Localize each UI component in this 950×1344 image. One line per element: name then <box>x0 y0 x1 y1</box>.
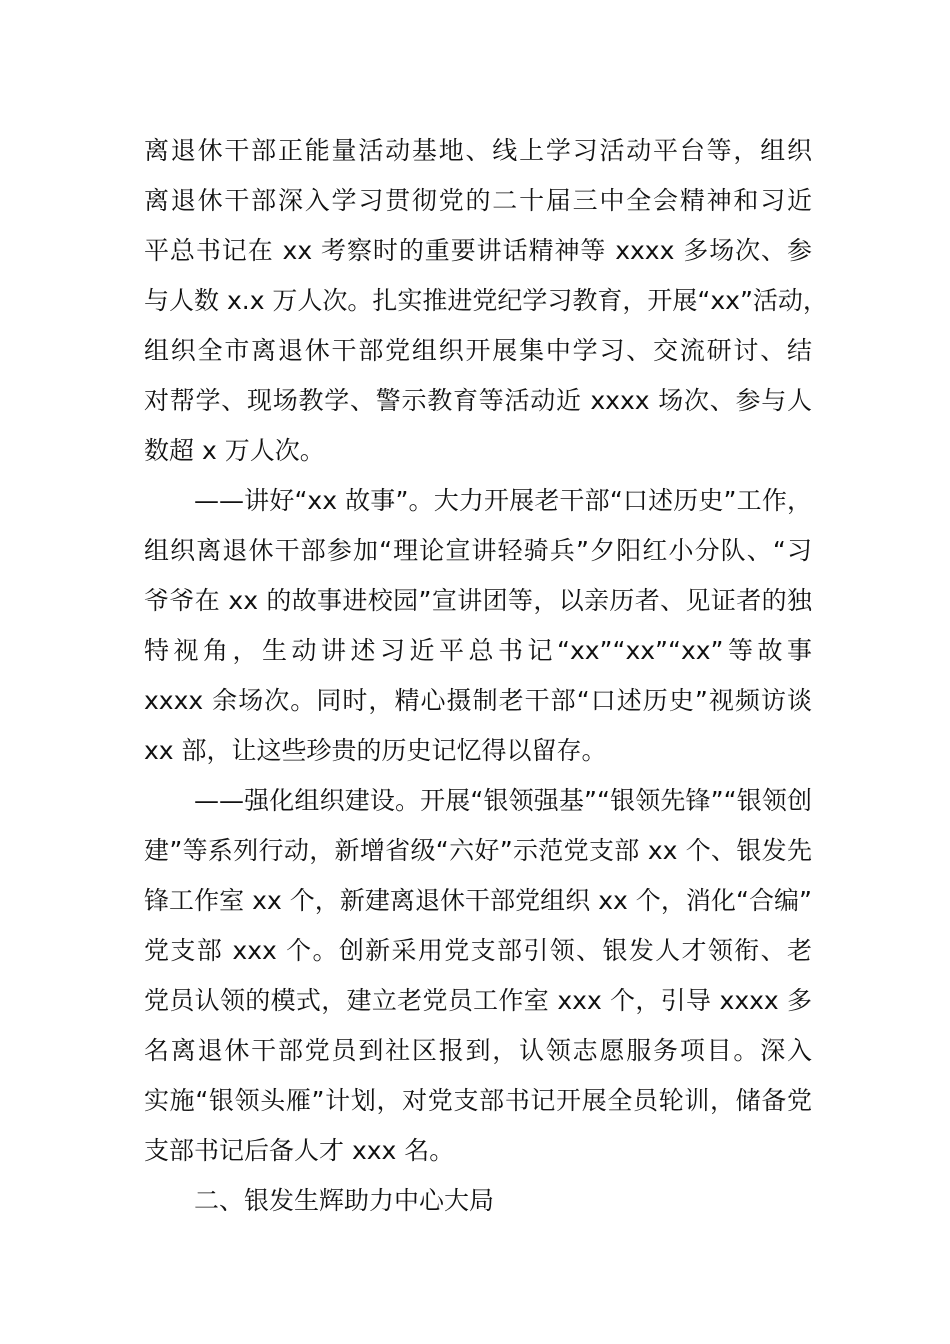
paragraph-line: xx 部，让这些珍贵的历史记忆得以留存。 <box>144 736 607 765</box>
paragraph-line: 组织全市离退休干部党组织开展集中学习、交流研讨、结 <box>144 336 812 365</box>
paragraph-line: 实施“银领头雁”计划，对党支部书记开展全员轮训，储备党 <box>144 1086 812 1115</box>
paragraph-line: ——讲好“xx 故事”。大力开展老干部“口述历史”工作， <box>194 486 812 515</box>
paragraph-line: xxxx 余场次。同时，精心摄制老干部“口述历史”视频访谈 <box>144 686 812 715</box>
paragraph-line: 党支部 xxx 个。创新采用党支部引领、银发人才领衔、老 <box>144 936 812 965</box>
paragraph-line: 名离退休干部党员到社区报到，认领志愿服务项目。深入 <box>144 1036 812 1065</box>
paragraph-line: 离退休干部正能量活动基地、线上学习活动平台等，组织 <box>144 136 812 165</box>
paragraph-line: 离退休干部深入学习贯彻党的二十届三中全会精神和习近 <box>144 186 812 215</box>
paragraph-line: 锋工作室 xx 个，新建离退休干部党组织 xx 个，消化“合编” <box>144 886 812 915</box>
paragraph-line: 数超 x 万人次。 <box>144 436 325 465</box>
paragraph-line: 爷爷在 xx 的故事进校园”宣讲团等，以亲历者、见证者的独 <box>144 586 812 615</box>
paragraph-line: 建”等系列行动，新增省级“六好”示范党支部 xx 个、银发先 <box>144 836 812 865</box>
paragraph-line: 与人数 x.x 万人次。扎实推进党纪学习教育，开展“xx”活动， <box>144 286 828 315</box>
paragraph-line: 特视角，生动讲述习近平总书记“xx”“xx”“xx”等故事 <box>144 636 812 665</box>
section-heading: 二、银发生辉助力中心大局 <box>194 1186 495 1215</box>
paragraph-line: 党员认领的模式，建立老党员工作室 xxx 个，引导 xxxx 多 <box>144 986 812 1015</box>
paragraph-line: 平总书记在 xx 考察时的重要讲话精神等 xxxx 多场次、参 <box>144 236 812 265</box>
paragraph-line: 组织离退休干部参加“理论宣讲轻骑兵”夕阳红小分队、“习 <box>144 536 812 565</box>
paragraph-line: ——强化组织建设。开展“银领强基”“银领先锋”“银领创 <box>194 786 812 815</box>
paragraph-line: 对帮学、现场教学、警示教育等活动近 xxxx 场次、参与人 <box>144 386 812 415</box>
paragraph-line: 支部书记后备人才 xxx 名。 <box>144 1136 455 1165</box>
document-body <box>144 126 828 1226</box>
